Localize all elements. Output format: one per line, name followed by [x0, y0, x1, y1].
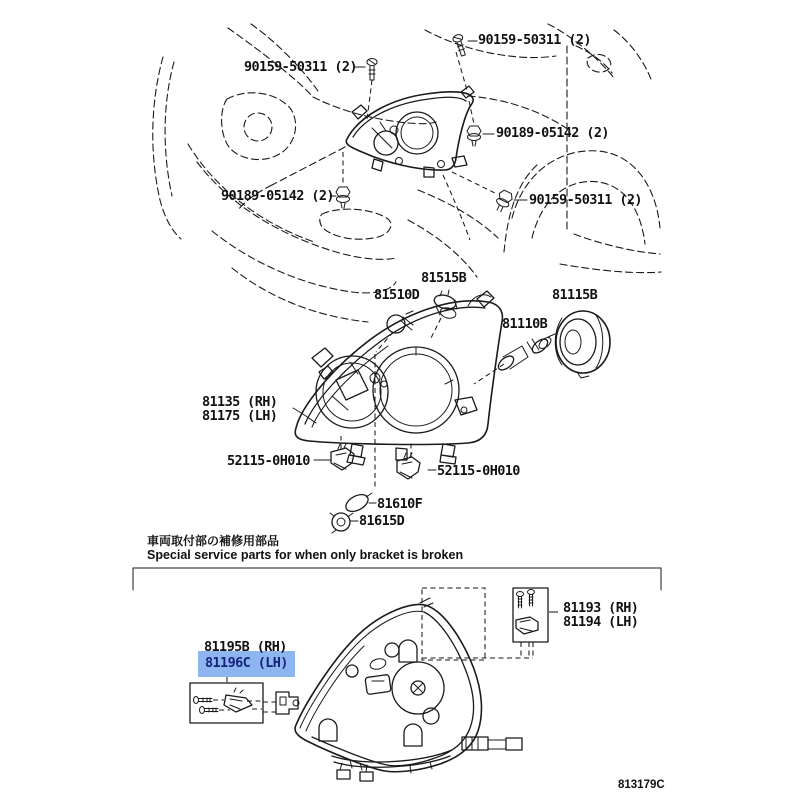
service-section-frame [133, 568, 661, 590]
figure-code: 813179C [618, 779, 665, 791]
part-label-52115-left[interactable]: 52115-0H010 [227, 453, 310, 469]
part-label-81195b-rh[interactable]: 81195B (RH) [204, 639, 287, 655]
clip-52115-right-drawing [397, 453, 420, 479]
headlamp-in-car-drawing [346, 86, 474, 177]
screw-icon [367, 59, 377, 81]
bolt-icon [467, 126, 481, 146]
service-section-title-jp: 車両取付部の補修用部品 [147, 534, 280, 548]
service-section-title-en: Special service parts for when only bracket is broken [147, 548, 464, 562]
bolt-icon [336, 187, 350, 208]
part-label-52115-right[interactable]: 52115-0H010 [437, 463, 520, 479]
bulb-81110b-drawing [496, 334, 555, 373]
bracket-81193-box-drawing [422, 588, 561, 660]
car-body-phantom [153, 24, 661, 322]
part-label-screw-top-left[interactable]: 90159-50311 (2) [244, 59, 357, 75]
part-label-81510d[interactable]: 81510D [374, 287, 420, 303]
part-label-screw-bottom-right[interactable]: 90159-50311 (2) [529, 192, 642, 208]
part-label-81196c-lh-selected[interactable]: 81196C (LH) [205, 655, 288, 671]
part-label-81193-rh[interactable]: 81193 (RH) [563, 600, 639, 616]
part-label-screw-top-right[interactable]: 90159-50311 (2) [478, 32, 591, 48]
headlamp-assembly-drawing [295, 291, 502, 465]
headlamp-rear-drawing [276, 598, 522, 781]
part-label-bolt-bottom-left[interactable]: 90189-05142 (2) [221, 188, 334, 204]
clip-52115-left-drawing [331, 444, 354, 470]
part-label-bolt-right[interactable]: 90189-05142 (2) [496, 125, 609, 141]
part-label-81115b[interactable]: 81115B [552, 287, 598, 303]
bolt-icon [493, 189, 515, 214]
bulb-81510d-drawing [387, 311, 413, 333]
cap-81115b-drawing [555, 311, 610, 378]
socket-81615d-drawing [330, 513, 353, 533]
part-label-81615d[interactable]: 81615D [359, 513, 405, 529]
part-label-81515b[interactable]: 81515B [421, 270, 467, 286]
part-label-81610f[interactable]: 81610F [377, 496, 423, 512]
part-label-81194-lh[interactable]: 81194 (LH) [563, 614, 639, 630]
part-label-81175-lh[interactable]: 81175 (LH) [202, 408, 278, 424]
bulb-81610f-drawing [343, 491, 372, 515]
part-label-81135-rh[interactable]: 81135 (RH) [202, 394, 278, 410]
service-parts-box-drawing [190, 677, 277, 723]
part-label-81110b[interactable]: 81110B [502, 316, 548, 332]
